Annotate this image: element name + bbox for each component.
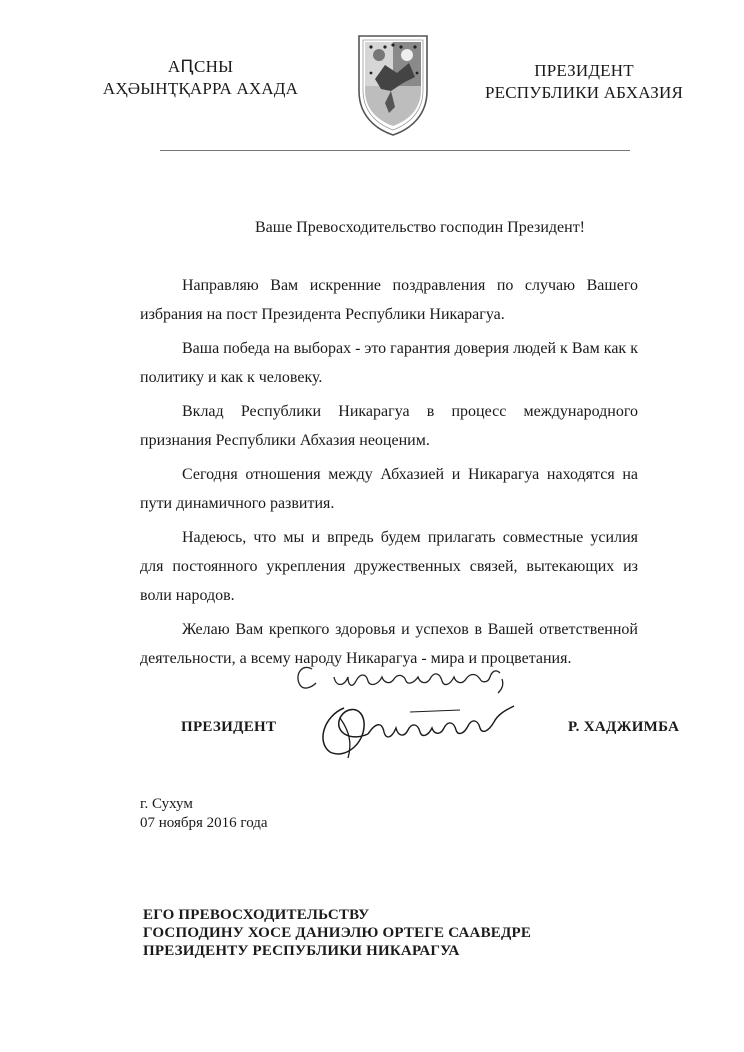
addressee-line: ПРЕЗИДЕНТУ РЕСПУБЛИКИ НИКАРАГУА: [143, 943, 460, 959]
paragraph: Ваша победа на выборах - это гарантия доверия людей к Вам как к политику и как к человеку.: [140, 340, 638, 386]
signatory-name: Р. ХАДЖИМБА: [568, 719, 680, 735]
handwritten-signature-icon: [310, 692, 520, 762]
salutation: Ваше Превосходительство господин Президент!: [254, 219, 586, 236]
paragraph: Сегодня отношения между Абхазией и Никарагуа находятся на пути динамичного развития.: [140, 466, 638, 513]
header-divider: [160, 150, 630, 151]
letterhead-right-line2: РЕСПУБЛИКИ АБХАЗИЯ: [485, 83, 683, 102]
paragraph: Вклад Республики Никарагуа в процесс международного признания Республики Абхазия неоценим.: [140, 403, 638, 449]
addressee-line: ГОСПОДИНУ ХОСЕ ДАНИЭЛЮ ОРТЕГЕ СААВЕДРЕ: [143, 925, 532, 941]
date: 07 ноября 2016 года: [140, 815, 268, 831]
letterhead-left-line1: АԤСНЫ: [167, 57, 234, 76]
letter-body: [140, 272, 638, 679]
addressee-block: [143, 906, 531, 960]
addressee-line: ЕГО ПРЕВОСХОДИТЕЛЬСТВУ: [143, 907, 370, 923]
letterhead-left: [88, 56, 313, 100]
signatory-title: ПРЕЗИДЕНТ: [181, 719, 277, 735]
letterhead-right-line1: ПРЕЗИДЕНТ: [534, 61, 634, 80]
place-date: [140, 795, 268, 833]
paragraph: Желаю Вам крепкого здоровья и успехов в Вашей ответственной деятельности, а всему народу Никарагуа - мира и процветания.: [140, 621, 638, 668]
coat-of-arms-icon: [355, 33, 431, 137]
paragraph: Направляю Вам искренние поздравления по случаю Вашего избрания на пост Президента Республики Никарагуа.: [140, 277, 638, 323]
handwritten-closing-icon: [290, 655, 530, 695]
place: г. Сухум: [140, 796, 193, 812]
letterhead-right: [474, 60, 694, 104]
letterhead-left-line2: АҲӘЫНҬҚАРРА АХАДА: [102, 79, 299, 98]
paragraph: Надеюсь, что мы и впредь будем прилагать совместные усилия для постоянного укрепления дружественных связей, вытекающих из воли народов.: [140, 529, 638, 604]
